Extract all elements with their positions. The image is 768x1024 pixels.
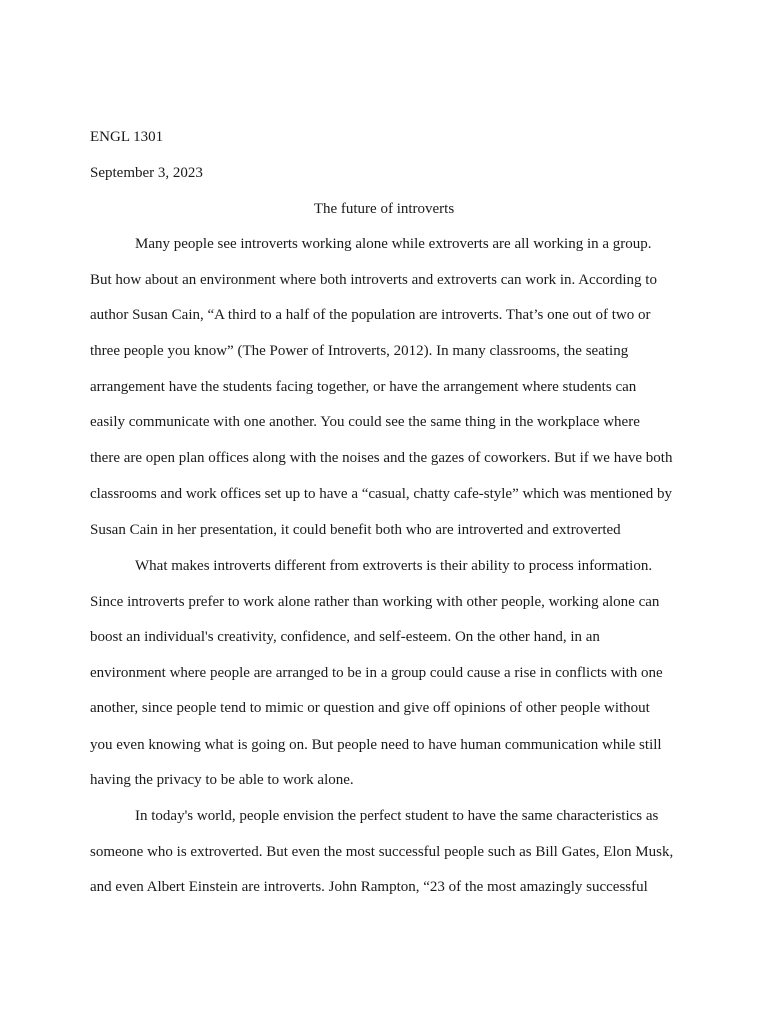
paragraph-line: Many people see introverts working alone while extroverts are all working in a group.	[135, 236, 652, 252]
paragraph-line: having the privacy to be able to work alone.	[90, 772, 354, 788]
essay-title: The future of introverts	[313, 201, 455, 217]
paragraph-line: easily communicate with one another. You could see the same thing in the workplace where	[90, 414, 640, 430]
paragraph-line: What makes introverts different from extroverts is their ability to process information.	[135, 558, 653, 574]
paragraph-line: arrangement have the students facing together, or have the arrangement where students can	[90, 379, 637, 395]
paragraph-line: you even knowing what is going on. But people need to have human communication while still	[90, 737, 662, 753]
paragraph-line: author Susan Cain, “A third to a half of the population are introverts. That’s one out of two or	[90, 307, 651, 323]
paragraph-line: someone who is extroverted. But even the most successful people such as Bill Gates, Elon Musk,	[90, 844, 674, 860]
paragraph-line: Since introverts prefer to work alone rather than working with other people, working alone can	[90, 594, 660, 610]
paragraph-line: there are open plan offices along with the noises and the gazes of coworkers. But if we have both	[90, 450, 673, 466]
course-name: ENGL 1301	[90, 129, 164, 145]
paragraph-line: three people you know” (The Power of Introverts, 2012). In many classrooms, the seating	[90, 343, 629, 359]
paragraph-line: Susan Cain in her presentation, it could benefit both who are introverted and extroverted	[90, 522, 621, 538]
paragraph-line: environment where people are arranged to be in a group could cause a rise in conflicts with one	[90, 665, 663, 681]
paragraph-line: boost an individual's creativity, confidence, and self-esteem. On the other hand, in an	[90, 629, 600, 645]
paragraph-line: classrooms and work offices set up to have a “casual, chatty cafe-style” which was mentioned by	[90, 486, 673, 502]
paragraph-line: But how about an environment where both introverts and extroverts can work in. According to	[90, 272, 657, 288]
paragraph-line: In today's world, people envision the perfect student to have the same characteristics as	[135, 808, 659, 824]
essay-date: September 3, 2023	[90, 165, 203, 181]
paragraph-line: another, since people tend to mimic or question and give off opinions of other people without	[90, 700, 650, 716]
paragraph-line: and even Albert Einstein are introverts. John Rampton, “23 of the most amazingly successful	[90, 879, 648, 895]
